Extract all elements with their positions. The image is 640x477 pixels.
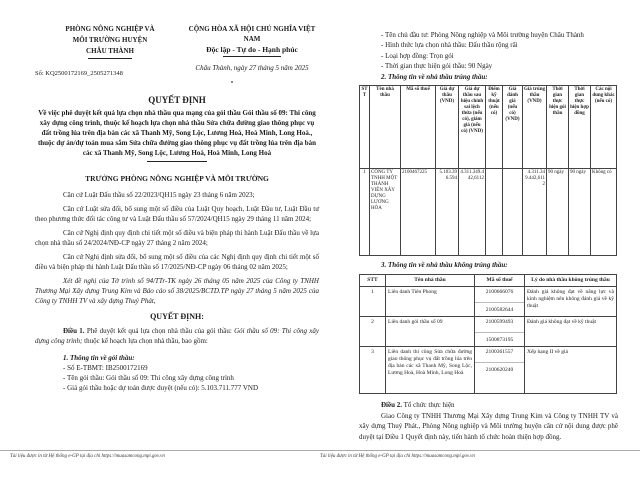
package-etbmt: - Số E-TBMT: IB2500172169 xyxy=(63,364,148,372)
col-tech-score: Điểm kỹ thuật (nếu có) xyxy=(486,86,503,169)
article-2-body: Giao Công ty TNHH Thương Mại Xây dựng Trung Kim và Công ty TNHH TV và xây dựng Thuỷ Phát., Phòng Nông nghiệp và Môi trường huyện căn cứ nội dung được phê duyệt tại Điều 1 Quyết định này, tiến hành tổ chức hoàn thiện hợp đồng. xyxy=(359,412,618,441)
row1-stt: 1 xyxy=(360,286,386,316)
unsuccessful-row-2 xyxy=(360,316,617,346)
article-1-text2: thuộc kế hoạch lựa chọn nhà thầu, bao gồm: xyxy=(82,337,208,345)
subject-underline xyxy=(147,161,207,162)
winner-award-price: 4.311.349.442,6112 xyxy=(523,169,547,256)
execution-duration: - Thời gian thực hiện gói thầu: 90 Ngày xyxy=(381,61,493,70)
col-evaluated-price: Giá đánh giá (nếu có) (VND) xyxy=(503,86,523,169)
col-contract-duration: Thời gian thực hiện hợp đồng xyxy=(569,86,591,169)
winning-table-row xyxy=(360,169,617,256)
row2-tax-codes xyxy=(475,316,525,346)
footer-note-page1: Tài liệu được in từ Hệ thống e-GP tại địa chỉ https://muasamcong.mpi.gov.vn xyxy=(10,454,165,459)
row1-name: Liên danh Tiên Phong xyxy=(386,286,475,316)
stray-mark xyxy=(231,81,233,83)
recital-2: Căn cứ Luật sửa đổi, bổ sung một số điều của Luật Quy hoạch, Luật Đầu tư, Luật Đầu tư theo phương thức đối tác công tư và Luật Đấu thầu số 57/2024/QH15 ngày 29 tháng 11 năm 2024; xyxy=(35,205,319,223)
package-info-list xyxy=(63,363,319,393)
winner-other: Không có xyxy=(591,169,617,256)
winner-package-duration: 90 ngày xyxy=(547,169,569,256)
row1-tax-2: 2100582644 xyxy=(485,306,514,313)
col-corrected-price: Giá dự thầu sau hiệu chỉnh sai lệch thừa (nếu có), giảm giá (nếu có) (VND) xyxy=(459,86,486,169)
winner-corrected-price: 4.311.349.442,6112 xyxy=(459,169,486,256)
decision-page-1 xyxy=(35,24,319,393)
winning-table-header-row xyxy=(360,86,617,169)
row3-tax-codes xyxy=(475,346,525,393)
col-contractor-name: Tên nhà thầu xyxy=(370,86,401,169)
selection-method: - Hình thức lựa chọn nhà thầu: Đấu thầu rộng rãi xyxy=(381,41,518,50)
row1-tax-codes xyxy=(475,286,525,316)
national-motto-block xyxy=(185,24,319,79)
unsuccessful-bidders-table xyxy=(359,274,617,394)
agency-underline xyxy=(88,58,132,59)
article-2-heading xyxy=(381,400,618,410)
row2-stt: 2 xyxy=(360,316,386,346)
col-stt: STT xyxy=(360,86,370,169)
winning-bidder-table xyxy=(359,85,617,256)
decision-page-2 xyxy=(359,30,618,449)
package-info-continued xyxy=(381,30,618,71)
row2-name: Liên danh gói thầu số 09 xyxy=(386,316,475,346)
deciding-authority: TRƯỞNG PHÒNG NÔNG NGHIỆP VÀ MÔI TRƯỜNG xyxy=(85,174,269,183)
place-and-date: Châu Thành, ngày 27 tháng 5 năm 2025 xyxy=(195,64,309,72)
col-other-content: Các nội dung khác (nếu có) xyxy=(591,86,617,169)
row2-tax-2: 1500873195 xyxy=(485,336,514,343)
row3-reason: Xếp hạng II về giá xyxy=(525,346,617,393)
recital-3: Căn cứ Nghị định quy định chi tiết một số điều và biện pháp thi hành Luật Đấu thầu về lựa chọn nhà thầu số 24/2024/NĐ-CP ngày 27 tháng 2 năm 2024; xyxy=(35,229,319,247)
national-motto: Độc lập - Tự do - Hạnh phúc xyxy=(206,45,298,54)
winner-stt: 1 xyxy=(360,169,370,256)
package-name: - Tên gói thầu: Gói thầu số 09: Thi công xây dựng công trình xyxy=(63,374,234,382)
section-3-heading: 3. Thông tin về nhà thầu không trúng thầu: xyxy=(381,261,508,270)
decision-subject: Về việc phê duyệt kết quả lựa chọn nhà thầu qua mạng của gói thầu Gói thầu số 09: Thi công xây dựng công trình, thuộc kế hoạch lựa chọn nhà thầu Sửa chữa đường giao thông phục vụ đất trồng lúa trên địa bàn các xã Thanh Mỹ, Song Lộc, Lương Hoà, Hoà Minh, Long Hoà., thuộc dự án/dự toán mua sắm Sửa chữa đường giao thông phục vụ đất trồng lúa trên địa bàn các xã Thanh Mỹ, Song Lộc, Lương Hoà, Hoà Minh, Long Hoà xyxy=(37,109,317,157)
winner-name: CÔNG TY TNHH MỘT THÀNH VIÊN XÂY DỰNG LƯƠNG HÒA xyxy=(370,169,401,256)
col-tax-code: Mã số thuế xyxy=(475,274,525,286)
section-2-heading: 2. Thông tin về nhà thầu trúng thầu: xyxy=(381,73,488,82)
col-package-duration: Thời gian thực hiện gói thầu xyxy=(547,86,569,169)
article-1-package-name: Gói thầu số 09: Thi công xây dựng công trình; xyxy=(35,327,319,345)
article-2 xyxy=(359,400,618,442)
article-2-label: Điều 2. xyxy=(381,400,402,409)
decision-title: QUYẾT ĐỊNH xyxy=(148,95,206,105)
agency-name-line2: MÔI TRƯỜNG HUYỆN xyxy=(72,36,148,44)
document-header xyxy=(35,24,319,79)
row1-reason: Đánh giá không đạt về năng lực và kinh nghiệm nên không đánh giá về kỹ thuật xyxy=(525,286,617,316)
footer-note-page2: Tài liệu được in từ Hệ thống e-GP tại địa chỉ https://muasamcong.mpi.gov.vn xyxy=(320,454,475,459)
winner-bid-price: 5.103.396.594 xyxy=(436,169,459,256)
agency-name-line3: CHÂU THÀNH xyxy=(86,47,134,55)
col-contractor-name: Tên nhà thầu xyxy=(386,274,475,286)
document-number: Số: KQ2500172169_2505271348 xyxy=(35,70,123,77)
unsuccessful-row-1 xyxy=(360,286,617,316)
col-bid-price: Giá dự thầu (VND) xyxy=(436,86,459,169)
row3-name: Liên danh thi công Sửa chữa đường giao thông phục vụ đất trồng lúa trên địa bàn các xã Thanh Mỹ, Song Lộc, Lương Hoà, Hoà Minh, Long Hoà xyxy=(386,346,475,393)
issuing-agency-block xyxy=(35,24,185,79)
unsuccessful-table-header-row xyxy=(360,274,617,286)
section-1-heading: 1. Thông tin về gói thầu: xyxy=(63,354,135,362)
contract-type: - Loại hợp đồng: Trọn gói xyxy=(381,51,454,60)
col-award-price: Giá trúng thầu (VND) xyxy=(523,86,547,169)
article-1-text1: Phê duyệt kết quả lựa chọn nhà thầu của gói thầu: xyxy=(84,327,235,335)
row3-tax-2: 2100620240 xyxy=(485,366,514,373)
winner-contract-duration: 90 ngày xyxy=(569,169,591,256)
row1-tax-1: 2100666076 xyxy=(475,287,524,303)
investor-name: - Tên chủ đầu tư: Phòng Nông nghiệp và Môi trường huyện Châu Thành xyxy=(381,31,584,39)
article-1-paragraph xyxy=(35,326,319,346)
col-reason: Lý do nhà thầu không trúng thầu xyxy=(525,274,617,286)
footer-divider xyxy=(0,450,640,451)
recital-1: Căn cứ Luật Đấu thầu số 22/2023/QH15 ngày 23 tháng 6 năm 2023; xyxy=(63,191,255,199)
winner-tech-score xyxy=(486,169,503,256)
row2-reason: Đánh giá không đạt về kỹ thuật xyxy=(525,316,617,346)
unsuccessful-row-3 xyxy=(360,346,617,393)
row2-tax-1: 2100599493 xyxy=(475,317,524,333)
article-2-title: Tổ chức thực hiện xyxy=(402,400,455,409)
legal-recitals xyxy=(35,190,319,306)
article-1-label: Điều 1. xyxy=(63,327,85,335)
agency-name-line1: PHÒNG NÔNG NGHIỆP VÀ xyxy=(65,25,155,33)
package-price: - Giá gói thầu hoặc dự toán được duyệt (nếu có): 5.103.711.777 VND xyxy=(63,384,258,392)
recital-5: Xét đề nghị của Tờ trình số 94/TTr-TK ngày 26 tháng 05 năm 2025 của Công ty TNHH Thương Mại Xây dựng Trung Kim và Báo cáo số 38/2025/BCTD.TP ngày 27 tháng 5 năm 2025 của Công ty TNHH TV và xây dựng Thuỷ Phát, xyxy=(35,277,319,305)
row3-stt: 3 xyxy=(360,346,386,393)
national-title: CỘNG HÒA XÃ HỘI CHỦ NGHĨA VIỆT NAM xyxy=(188,25,316,43)
decision-operative-heading: QUYẾT ĐỊNH: xyxy=(150,312,204,321)
col-stt: STT xyxy=(360,274,386,286)
recital-4: Căn cứ Nghị định sửa đổi, bổ sung một số điều của các Nghị định quy định chi tiết một số điều và biện pháp thi hành Luật Đấu thầu số 17/2025/NĐ-CP ngày 06 tháng 02 năm 2025; xyxy=(35,253,319,271)
winner-evaluated-price xyxy=(503,169,523,256)
row3-tax-1: 2100361557 xyxy=(475,347,524,363)
winner-tax-code: 2100467225 xyxy=(401,169,436,256)
motto-underline xyxy=(223,56,281,57)
col-tax-code: Mã số thuế xyxy=(401,86,436,169)
